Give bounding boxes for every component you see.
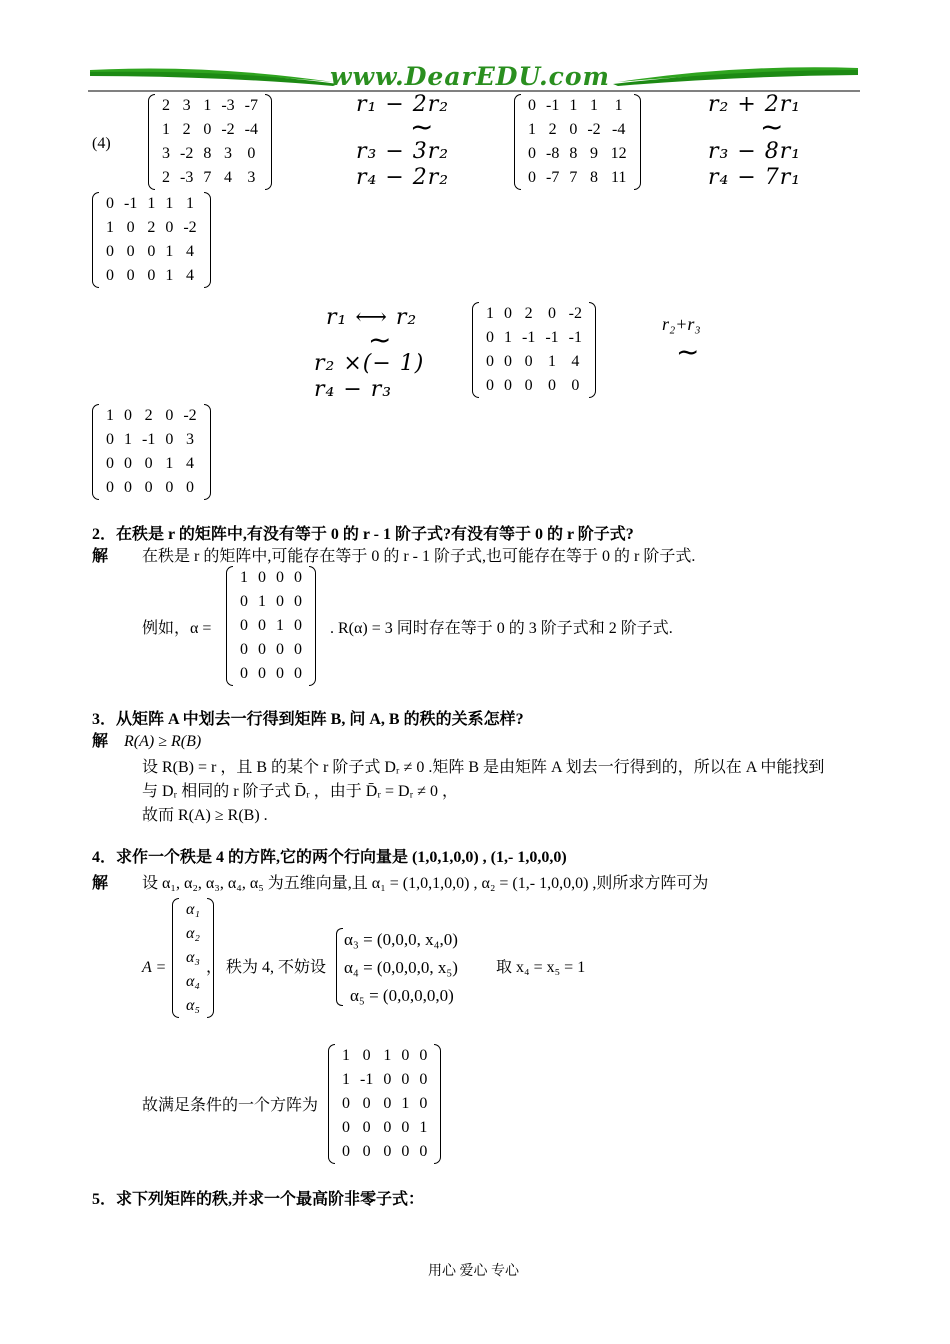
matrix-row: [481, 374, 587, 398]
matrix-cell: 0: [165, 219, 174, 236]
problem-3-line2: 设 R(B) = r ，且 B 的某个 r 阶子式 Dᵣ ≠ 0 .矩阵 B 是由矩阵 A 划去一行得到的，所以在 A 中能找到: [142, 759, 825, 776]
matrix-cell: 0: [401, 1119, 410, 1136]
matrix-cell: 7: [203, 169, 212, 186]
matrix-cell: 0: [383, 1095, 392, 1112]
matrix-cell: 1: [504, 329, 512, 346]
matrix-cell: 0: [203, 121, 212, 138]
matrix-cell: 0: [486, 377, 494, 394]
matrix-cell: 0: [528, 97, 536, 114]
matrix-cell: 4: [571, 353, 580, 370]
matrix-cell: 0: [342, 1119, 350, 1136]
matrix-row: [101, 404, 202, 428]
matrix-cell: 0: [124, 407, 132, 424]
matrix-cell: -1: [142, 431, 156, 448]
matrix-cell: 3: [223, 145, 232, 162]
matrix-cell: 3: [247, 169, 256, 186]
op-label: r₄ − 7r₁: [708, 165, 802, 190]
matrix-cell: -2: [221, 121, 235, 138]
matrix-cell: 0: [276, 665, 284, 682]
matrix-cell: -1: [522, 329, 536, 346]
matrix-row: [523, 166, 632, 190]
solution-label: 解: [92, 548, 109, 565]
matrix-cell: 0: [106, 195, 114, 212]
matrix-cell: 0: [547, 377, 556, 394]
matrix-row: [157, 118, 263, 142]
matrix-cell: 1: [165, 195, 174, 212]
matrix-cell: -1: [360, 1071, 374, 1088]
matrix-cell: 0: [504, 305, 512, 322]
matrix-cell: 1: [240, 569, 248, 586]
matrix-row: [337, 1044, 432, 1068]
matrix-cell: 0: [486, 353, 494, 370]
matrix-cell: 1: [486, 305, 494, 322]
matrix-cell: 0: [419, 1143, 428, 1160]
matrix-cell: 0: [569, 121, 578, 138]
matrix-row: [101, 192, 202, 216]
matrix-row: [101, 428, 202, 452]
matrix-row: [157, 166, 263, 190]
matrix-cell: 3: [162, 145, 170, 162]
matrix-cell: 0: [504, 353, 512, 370]
matrix-cell: 0: [294, 617, 302, 634]
alpha-2: α₂: [186, 925, 200, 942]
matrix-1: [148, 94, 272, 190]
system-eq-1: α₃ = (0,0,0, x₄,0): [344, 930, 458, 949]
matrix-row: [337, 1092, 432, 1116]
matrix-cell: 0: [524, 377, 533, 394]
matrix-row: [337, 1068, 432, 1092]
matrix-cell: 1: [342, 1071, 350, 1088]
matrix-cell: 0: [276, 569, 284, 586]
matrix-cell: 1: [162, 121, 170, 138]
matrix-cell: 0: [294, 569, 302, 586]
matrix-cell: 0: [401, 1047, 410, 1064]
problem-4-line1: 设 α₁, α₂, α₃, α₄, α₅ 为五维向量,且 α₁ = (1,0,1,0,0) , α₂ = (1,- 1,0,0,0) ,则所求方阵可为: [142, 875, 709, 892]
matrix-cell: 0: [571, 377, 580, 394]
matrix-cell: 2: [548, 121, 557, 138]
matrix-cell: 0: [276, 593, 284, 610]
matrix-cell: 0: [147, 267, 156, 284]
op-label: r₁ ⟷ r₂: [326, 305, 418, 330]
matrix-cell: 0: [419, 1071, 428, 1088]
matrix-cell: 0: [240, 617, 248, 634]
matrix-cell: 0: [106, 431, 114, 448]
matrix-cell: 2: [524, 305, 533, 322]
matrix-cell: 0: [144, 479, 153, 496]
matrix-cell: 0: [124, 455, 132, 472]
matrix-cell: 0: [362, 1119, 371, 1136]
matrix-row: [337, 1140, 432, 1164]
matrix-row: [101, 216, 202, 240]
matrix-cell: 1: [401, 1095, 410, 1112]
system-eq-2: α₄ = (0,0,0,0, x₅): [344, 958, 458, 977]
matrix-cell: 0: [294, 593, 302, 610]
solution-label: 解: [92, 733, 109, 750]
matrix-cell: 11: [610, 169, 627, 186]
alpha-3: α₃: [186, 949, 200, 966]
matrix-cell: 0: [383, 1071, 392, 1088]
matrix-cell: 1: [147, 195, 156, 212]
matrix-cell: 2: [162, 97, 170, 114]
matrix-cell: 0: [258, 569, 266, 586]
matrix-cell: -1: [124, 195, 138, 212]
matrix-row: [523, 118, 632, 142]
matrix-cell: 0: [106, 479, 114, 496]
matrix-cell: 1: [614, 97, 623, 114]
op-label: r₄ − r₃: [314, 377, 393, 402]
matrix-cell: 1: [165, 243, 174, 260]
problem-5-title: 5．求下列矩阵的秩,并求一个最高阶非零子式：: [92, 1191, 425, 1208]
matrix-cell: -2: [568, 305, 582, 322]
alpha-1: α₁: [186, 901, 200, 918]
matrix-cell: 1: [165, 267, 174, 284]
matrix-cell: 0: [362, 1143, 371, 1160]
matrix-cell: 0: [126, 267, 135, 284]
matrix-cell: 1: [124, 431, 132, 448]
take-values: 取 x₄ = x₅ = 1: [496, 959, 586, 976]
matrix-cell: 0: [362, 1095, 371, 1112]
matrix-row: [157, 94, 263, 118]
matrix-row: [235, 566, 307, 590]
matrix-cell: 0: [419, 1095, 428, 1112]
matrix-cell: 0: [185, 479, 194, 496]
op-label: r₁ − 2r₂: [356, 92, 450, 117]
matrix-cell: 0: [240, 593, 248, 610]
matrix-3: [92, 192, 211, 288]
equivalence-tilde: ~: [760, 110, 784, 143]
matrix-cell: 0: [165, 431, 174, 448]
matrix-2: [514, 94, 641, 190]
matrix-cell: 4: [185, 267, 194, 284]
matrix-cell: 4: [223, 169, 232, 186]
example-prefix: 例如，α =: [142, 620, 212, 637]
matrix-cell: 4: [185, 455, 194, 472]
matrix-cell: 1: [276, 617, 284, 634]
matrix-cell: 0: [106, 455, 114, 472]
op-label: r₂ + 2r₁: [708, 92, 802, 117]
matrix-cell: 2: [162, 169, 170, 186]
matrix-cell: 0: [165, 407, 174, 424]
matrix-cell: 1: [383, 1047, 392, 1064]
matrix-cell: -1: [546, 97, 560, 114]
matrix-row: [523, 94, 632, 118]
matrix-cell: 1: [185, 195, 194, 212]
matrix-cell: 0: [126, 219, 135, 236]
matrix-cell: 0: [383, 1119, 392, 1136]
matrix-cell: 1: [258, 593, 266, 610]
matrix-row: [101, 240, 202, 264]
matrix-row: [523, 142, 632, 166]
matrix-cell: -1: [545, 329, 559, 346]
matrix-row: [481, 326, 587, 350]
matrix-cell: -2: [183, 219, 197, 236]
matrix-cell: -3: [221, 97, 235, 114]
matrix-cell: -4: [611, 121, 626, 138]
equivalence-tilde: ~: [676, 335, 700, 368]
matrix-a-label: A =: [142, 959, 167, 976]
matrix-cell: 1: [419, 1119, 428, 1136]
matrix-cell: 0: [486, 329, 494, 346]
matrix-cell: 0: [342, 1143, 350, 1160]
matrix-cell: 3: [182, 97, 191, 114]
matrix-cell: -8: [546, 145, 560, 162]
matrix-cell: 1: [528, 121, 536, 138]
problem-label: (4): [92, 135, 111, 152]
matrix-cell: 2: [182, 121, 191, 138]
matrix-cell: 7: [569, 169, 578, 186]
matrix-row: [481, 302, 587, 326]
matrix-cell: -1: [568, 329, 582, 346]
matrix-cell: 2: [147, 219, 156, 236]
system-brace: [336, 928, 343, 1006]
alpha-5: α₅: [186, 997, 200, 1014]
equivalence-tilde: ~: [368, 323, 392, 356]
matrix-row: [235, 590, 307, 614]
matrix-cell: 0: [240, 641, 248, 658]
problem-2-title: 2．在秩是 r 的矩阵中,有没有等于 0 的 r - 1 阶子式?有没有等于 0 的 r 阶子式?: [92, 526, 634, 543]
matrix-cell: 1: [547, 353, 556, 370]
matrix-cell: 0: [126, 243, 135, 260]
matrix-cell: 0: [240, 665, 248, 682]
matrix-cell: 1: [106, 219, 114, 236]
matrix-cell: 0: [144, 455, 153, 472]
matrix-cell: 0: [401, 1071, 410, 1088]
matrix-row: [337, 1116, 432, 1140]
rank-text: ， 秩为 4, 不妨设: [206, 959, 327, 976]
matrix-cell: -7: [546, 169, 560, 186]
matrix-cell: 0: [294, 665, 302, 682]
matrix-cell: 0: [524, 353, 533, 370]
equivalence-tilde: ~: [410, 110, 434, 143]
op-label: r₂+r₃: [662, 314, 701, 334]
matrix-cell: 0: [165, 479, 174, 496]
problem-4-title: 4．求作一个秩是 4 的方阵,它的两个行向量是 (1,0,1,0,0) , (1,- 1,0,0,0): [92, 849, 567, 866]
matrix-cell: 8: [203, 145, 212, 162]
footer-text: 用心 爱心 专心: [428, 1264, 519, 1279]
matrix-cell: -2: [180, 145, 194, 162]
matrix-cell: 0: [124, 479, 132, 496]
matrix-row: [235, 638, 307, 662]
op-label: r₂ ×(− 1): [314, 351, 425, 376]
example-suffix: . R(α) = 3 同时存在等于 0 的 3 阶子式和 2 阶子式.: [330, 620, 673, 637]
matrix-cell: 0: [258, 617, 266, 634]
op-label: r₄ − 2r₂: [356, 165, 450, 190]
matrix-row: [101, 264, 202, 288]
matrix-cell: 0: [342, 1095, 350, 1112]
matrix-cell: 0: [106, 243, 114, 260]
matrix-4: [472, 302, 596, 398]
problem-2-answer: 在秩是 r 的矩阵中,可能存在等于 0 的 r - 1 阶子式,也可能存在等于 0 的 r 阶子式.: [142, 548, 696, 565]
op-label: r₃ − 3r₂: [356, 139, 450, 164]
alpha-4: α₄: [186, 973, 200, 990]
matrix-cell: 0: [528, 145, 536, 162]
matrix-cell: 1: [203, 97, 212, 114]
matrix-cell: 0: [504, 377, 512, 394]
matrix-cell: 0: [547, 305, 556, 322]
result-matrix: [328, 1044, 441, 1164]
matrix-row: [235, 662, 307, 686]
matrix-cell: 1: [589, 97, 598, 114]
matrix-cell: 0: [294, 641, 302, 658]
problem-3-line3: 与 Dᵣ 相同的 r 阶子式 D̄ᵣ ，由于 D̄ᵣ = Dᵣ ≠ 0 ，: [142, 783, 459, 800]
example-matrix: [226, 566, 316, 686]
matrix-cell: 2: [144, 407, 153, 424]
system-eq-3: α₅ = (0,0,0,0,0): [350, 986, 454, 1005]
op-label: r₃ − 8r₁: [708, 139, 802, 164]
matrix-cell: 1: [569, 97, 578, 114]
matrix-cell: 0: [276, 641, 284, 658]
matrix-cell: -2: [183, 407, 197, 424]
matrix-row: [235, 614, 307, 638]
matrix-cell: -2: [587, 121, 601, 138]
matrix-cell: 1: [342, 1047, 350, 1064]
result-prefix: 故满足条件的一个方阵为: [142, 1097, 319, 1114]
matrix-cell: -3: [180, 169, 194, 186]
matrix-cell: 0: [106, 267, 114, 284]
matrix-cell: 0: [362, 1047, 371, 1064]
matrix-cell: 3: [185, 431, 194, 448]
matrix-row: [157, 142, 263, 166]
matrix-cell: 0: [383, 1143, 392, 1160]
solution-label: 解: [92, 875, 109, 892]
matrix-cell: 0: [258, 665, 266, 682]
problem-3-title: 3．从矩阵 A 中划去一行得到矩阵 B, 问 A, B 的秩的关系怎样?: [92, 711, 524, 728]
header-banner: [88, 60, 860, 96]
matrix-cell: 0: [401, 1143, 410, 1160]
matrix-cell: 9: [589, 145, 598, 162]
matrix-row: [101, 476, 202, 500]
matrix-cell: 0: [147, 243, 156, 260]
matrix-cell: 8: [569, 145, 578, 162]
matrix-cell: 0: [419, 1047, 428, 1064]
matrix-row: [101, 452, 202, 476]
problem-3-line4: 故而 R(A) ≥ R(B) .: [142, 807, 268, 824]
matrix-cell: -4: [244, 121, 258, 138]
matrix-cell: 12: [610, 145, 627, 162]
matrix-cell: 4: [185, 243, 194, 260]
matrix-5: [92, 404, 211, 500]
matrix-cell: 1: [106, 407, 114, 424]
matrix-cell: 0: [528, 169, 536, 186]
matrix-cell: 0: [258, 641, 266, 658]
matrix-cell: 0: [247, 145, 256, 162]
matrix-row: [481, 350, 587, 374]
problem-3-line1: R(A) ≥ R(B): [124, 733, 202, 750]
matrix-cell: -7: [244, 97, 258, 114]
site-logo-text: www.DearEDU.com: [330, 62, 611, 91]
matrix-cell: 8: [589, 169, 598, 186]
matrix-cell: 1: [165, 455, 174, 472]
